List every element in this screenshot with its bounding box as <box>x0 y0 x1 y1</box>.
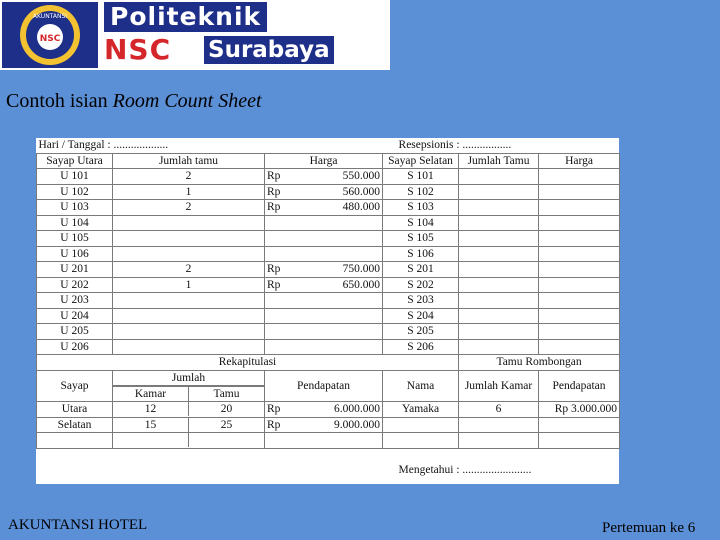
south-price <box>539 339 620 355</box>
rombongan-nama: Yamaka <box>383 402 459 418</box>
north-price <box>265 339 383 355</box>
south-price <box>539 308 620 324</box>
south-room: S 104 <box>383 215 459 231</box>
room-row <box>37 184 620 200</box>
north-room: U 202 <box>37 277 113 293</box>
north-room: U 101 <box>37 169 113 185</box>
blank-row <box>37 433 620 449</box>
south-price <box>539 200 620 216</box>
north-room: U 206 <box>37 339 113 355</box>
brand-politeknik: Politeknik <box>104 2 267 32</box>
col-header: Sayap Selatan <box>383 153 459 169</box>
mengetahui: Mengetahui : ........................ <box>398 464 532 477</box>
room-row <box>37 308 620 324</box>
north-guests: 2 <box>113 200 265 216</box>
empty-cell <box>539 433 620 449</box>
south-room: S 101 <box>383 169 459 185</box>
brand-text <box>100 0 390 70</box>
north-guests: 1 <box>113 277 265 293</box>
utara-tamu: 20 <box>220 403 233 416</box>
north-price <box>265 200 383 216</box>
empty-cell <box>383 417 459 433</box>
room-row <box>37 200 620 216</box>
utara-rp: Rp <box>267 403 281 416</box>
south-room: S 102 <box>383 184 459 200</box>
south-room: S 204 <box>383 308 459 324</box>
rekap-utara-row <box>37 402 620 418</box>
selatan-tamu: 25 <box>220 418 233 431</box>
south-guests <box>459 231 539 247</box>
empty-cell <box>37 463 383 478</box>
north-guests: 2 <box>113 169 265 185</box>
north-guests: 2 <box>113 262 265 278</box>
north-room: U 104 <box>37 215 113 231</box>
south-price <box>539 262 620 278</box>
north-price <box>265 324 383 340</box>
rekap-selatan-row <box>37 417 620 433</box>
south-guests <box>459 200 539 216</box>
rekap-jumlah-label: Jumlah <box>113 371 264 386</box>
selatan-rp: Rp <box>267 418 281 431</box>
north-room: U 205 <box>37 324 113 340</box>
room-count-sheet <box>36 138 619 484</box>
mengetahui-row <box>37 463 620 478</box>
rekap-kamar-label: Kamar <box>113 387 189 401</box>
svg-text:NSC: NSC <box>39 34 61 44</box>
south-price <box>539 169 620 185</box>
north-room: U 103 <box>37 200 113 216</box>
col-header: Sayap Utara <box>37 153 113 169</box>
rekap-selatan: Selatan <box>37 417 113 433</box>
rekap-utara: Utara <box>37 402 113 418</box>
rekap-pendapatan-header: Pendapatan <box>265 370 383 402</box>
south-room: S 206 <box>383 339 459 355</box>
south-price <box>539 215 620 231</box>
south-guests <box>459 215 539 231</box>
slide-title <box>6 90 262 113</box>
room-row <box>37 293 620 309</box>
utara-pendapatan <box>265 402 383 418</box>
rombongan-kamar: 6 <box>459 402 539 418</box>
price-value: 550.000 <box>342 170 381 183</box>
col-header: Jumlah Tamu <box>459 153 539 169</box>
north-room: U 204 <box>37 308 113 324</box>
rombongan-pendapatan: Rp 3.000.000 <box>539 402 620 418</box>
selatan-pend-value: 9.000.000 <box>334 418 381 431</box>
price-currency: Rp <box>267 263 281 276</box>
col-header: Harga <box>265 153 383 169</box>
room-row <box>37 324 620 340</box>
rombongan-nama-header: Nama <box>383 370 459 402</box>
price-currency: Rp <box>267 201 281 214</box>
north-price <box>265 262 383 278</box>
room-row <box>37 169 620 185</box>
south-guests <box>459 293 539 309</box>
south-price <box>539 246 620 262</box>
south-room: S 103 <box>383 200 459 216</box>
south-guests <box>459 324 539 340</box>
south-price <box>539 277 620 293</box>
utara-kamar: 12 <box>113 402 189 416</box>
resepsionis: Resepsionis : ................. <box>398 139 512 152</box>
south-guests <box>459 184 539 200</box>
south-guests <box>459 262 539 278</box>
north-price <box>265 215 383 231</box>
north-price <box>265 293 383 309</box>
empty-cell <box>113 433 265 449</box>
rombongan-kamar-header: Jumlah Kamar <box>459 370 539 402</box>
south-room: S 105 <box>383 231 459 247</box>
north-price <box>265 169 383 185</box>
footer-session: Pertemuan ke 6 <box>602 520 696 536</box>
north-room: U 105 <box>37 231 113 247</box>
north-guests: 1 <box>113 184 265 200</box>
south-guests <box>459 277 539 293</box>
title-prefix: Contoh isian <box>6 90 108 112</box>
north-guests <box>113 231 265 247</box>
price-currency: Rp <box>267 170 281 183</box>
rekap-utara-counts <box>113 402 265 418</box>
south-price <box>539 184 620 200</box>
south-room: S 203 <box>383 293 459 309</box>
price-currency: Rp <box>267 185 281 198</box>
north-guests <box>113 339 265 355</box>
south-price <box>539 293 620 309</box>
nsc-logo-icon <box>2 2 98 68</box>
empty-cell <box>539 417 620 433</box>
title-italic: Room Count Sheet <box>112 90 262 112</box>
brand-surabaya: Surabaya <box>204 36 334 64</box>
utara-pend-value: 6.000.000 <box>334 403 381 416</box>
room-row <box>37 262 620 278</box>
south-guests <box>459 339 539 355</box>
north-price <box>265 308 383 324</box>
room-row <box>37 246 620 262</box>
room-row <box>37 277 620 293</box>
svg-text:AKUNTANSI: AKUNTANSI <box>32 13 68 20</box>
north-room: U 102 <box>37 184 113 200</box>
north-price <box>265 184 383 200</box>
room-row <box>37 339 620 355</box>
hari-tanggal: Hari / Tanggal : ................... <box>38 139 169 152</box>
header-banner <box>0 0 390 70</box>
south-room: S 201 <box>383 262 459 278</box>
spacer <box>37 448 620 463</box>
rekap-sayap-header: Sayap <box>37 370 113 402</box>
south-room: S 106 <box>383 246 459 262</box>
price-currency: Rp <box>267 278 281 291</box>
rekap-title: Rekapitulasi <box>37 355 459 371</box>
empty-cell <box>459 433 539 449</box>
empty-cell <box>37 433 113 449</box>
north-guests <box>113 215 265 231</box>
col-header: Harga <box>539 153 620 169</box>
south-price <box>539 231 620 247</box>
north-guests <box>113 293 265 309</box>
column-header-row <box>37 153 620 169</box>
selatan-pendapatan <box>265 417 383 433</box>
north-guests <box>113 324 265 340</box>
north-room: U 106 <box>37 246 113 262</box>
south-room: S 202 <box>383 277 459 293</box>
spacer-row <box>37 448 620 463</box>
rekap-header-row <box>37 370 620 386</box>
rekap-selatan-counts <box>113 417 265 433</box>
empty-cell <box>459 417 539 433</box>
north-price <box>265 277 383 293</box>
footer-course: AKUNTANSI HOTEL <box>8 517 148 533</box>
rombongan-title: Tamu Rombongan <box>459 355 620 371</box>
price-value: 480.000 <box>342 201 381 214</box>
rombongan-pendapatan-header: Pendapatan <box>539 370 620 402</box>
rekap-title-row <box>37 355 620 371</box>
south-guests <box>459 246 539 262</box>
north-room: U 203 <box>37 293 113 309</box>
rekap-tamu-label: Tamu <box>213 387 240 400</box>
col-header: Jumlah tamu <box>113 153 265 169</box>
south-room: S 205 <box>383 324 459 340</box>
empty-cell <box>383 433 459 449</box>
room-count-table <box>36 138 620 478</box>
price-value: 560.000 <box>342 185 381 198</box>
empty-cell <box>265 433 383 449</box>
north-price <box>265 246 383 262</box>
brand-nsc: NSC <box>104 33 172 66</box>
price-value: 650.000 <box>342 278 381 291</box>
rekap-kamar-tamu-header <box>113 386 265 402</box>
room-row <box>37 215 620 231</box>
north-room: U 201 <box>37 262 113 278</box>
selatan-kamar: 15 <box>113 418 189 432</box>
rekap-jumlah-header <box>113 370 265 386</box>
north-price <box>265 231 383 247</box>
north-guests <box>113 308 265 324</box>
price-value: 750.000 <box>342 263 381 276</box>
header-info-row <box>37 138 620 153</box>
south-guests <box>459 169 539 185</box>
south-guests <box>459 308 539 324</box>
north-guests <box>113 246 265 262</box>
south-price <box>539 324 620 340</box>
room-row <box>37 231 620 247</box>
